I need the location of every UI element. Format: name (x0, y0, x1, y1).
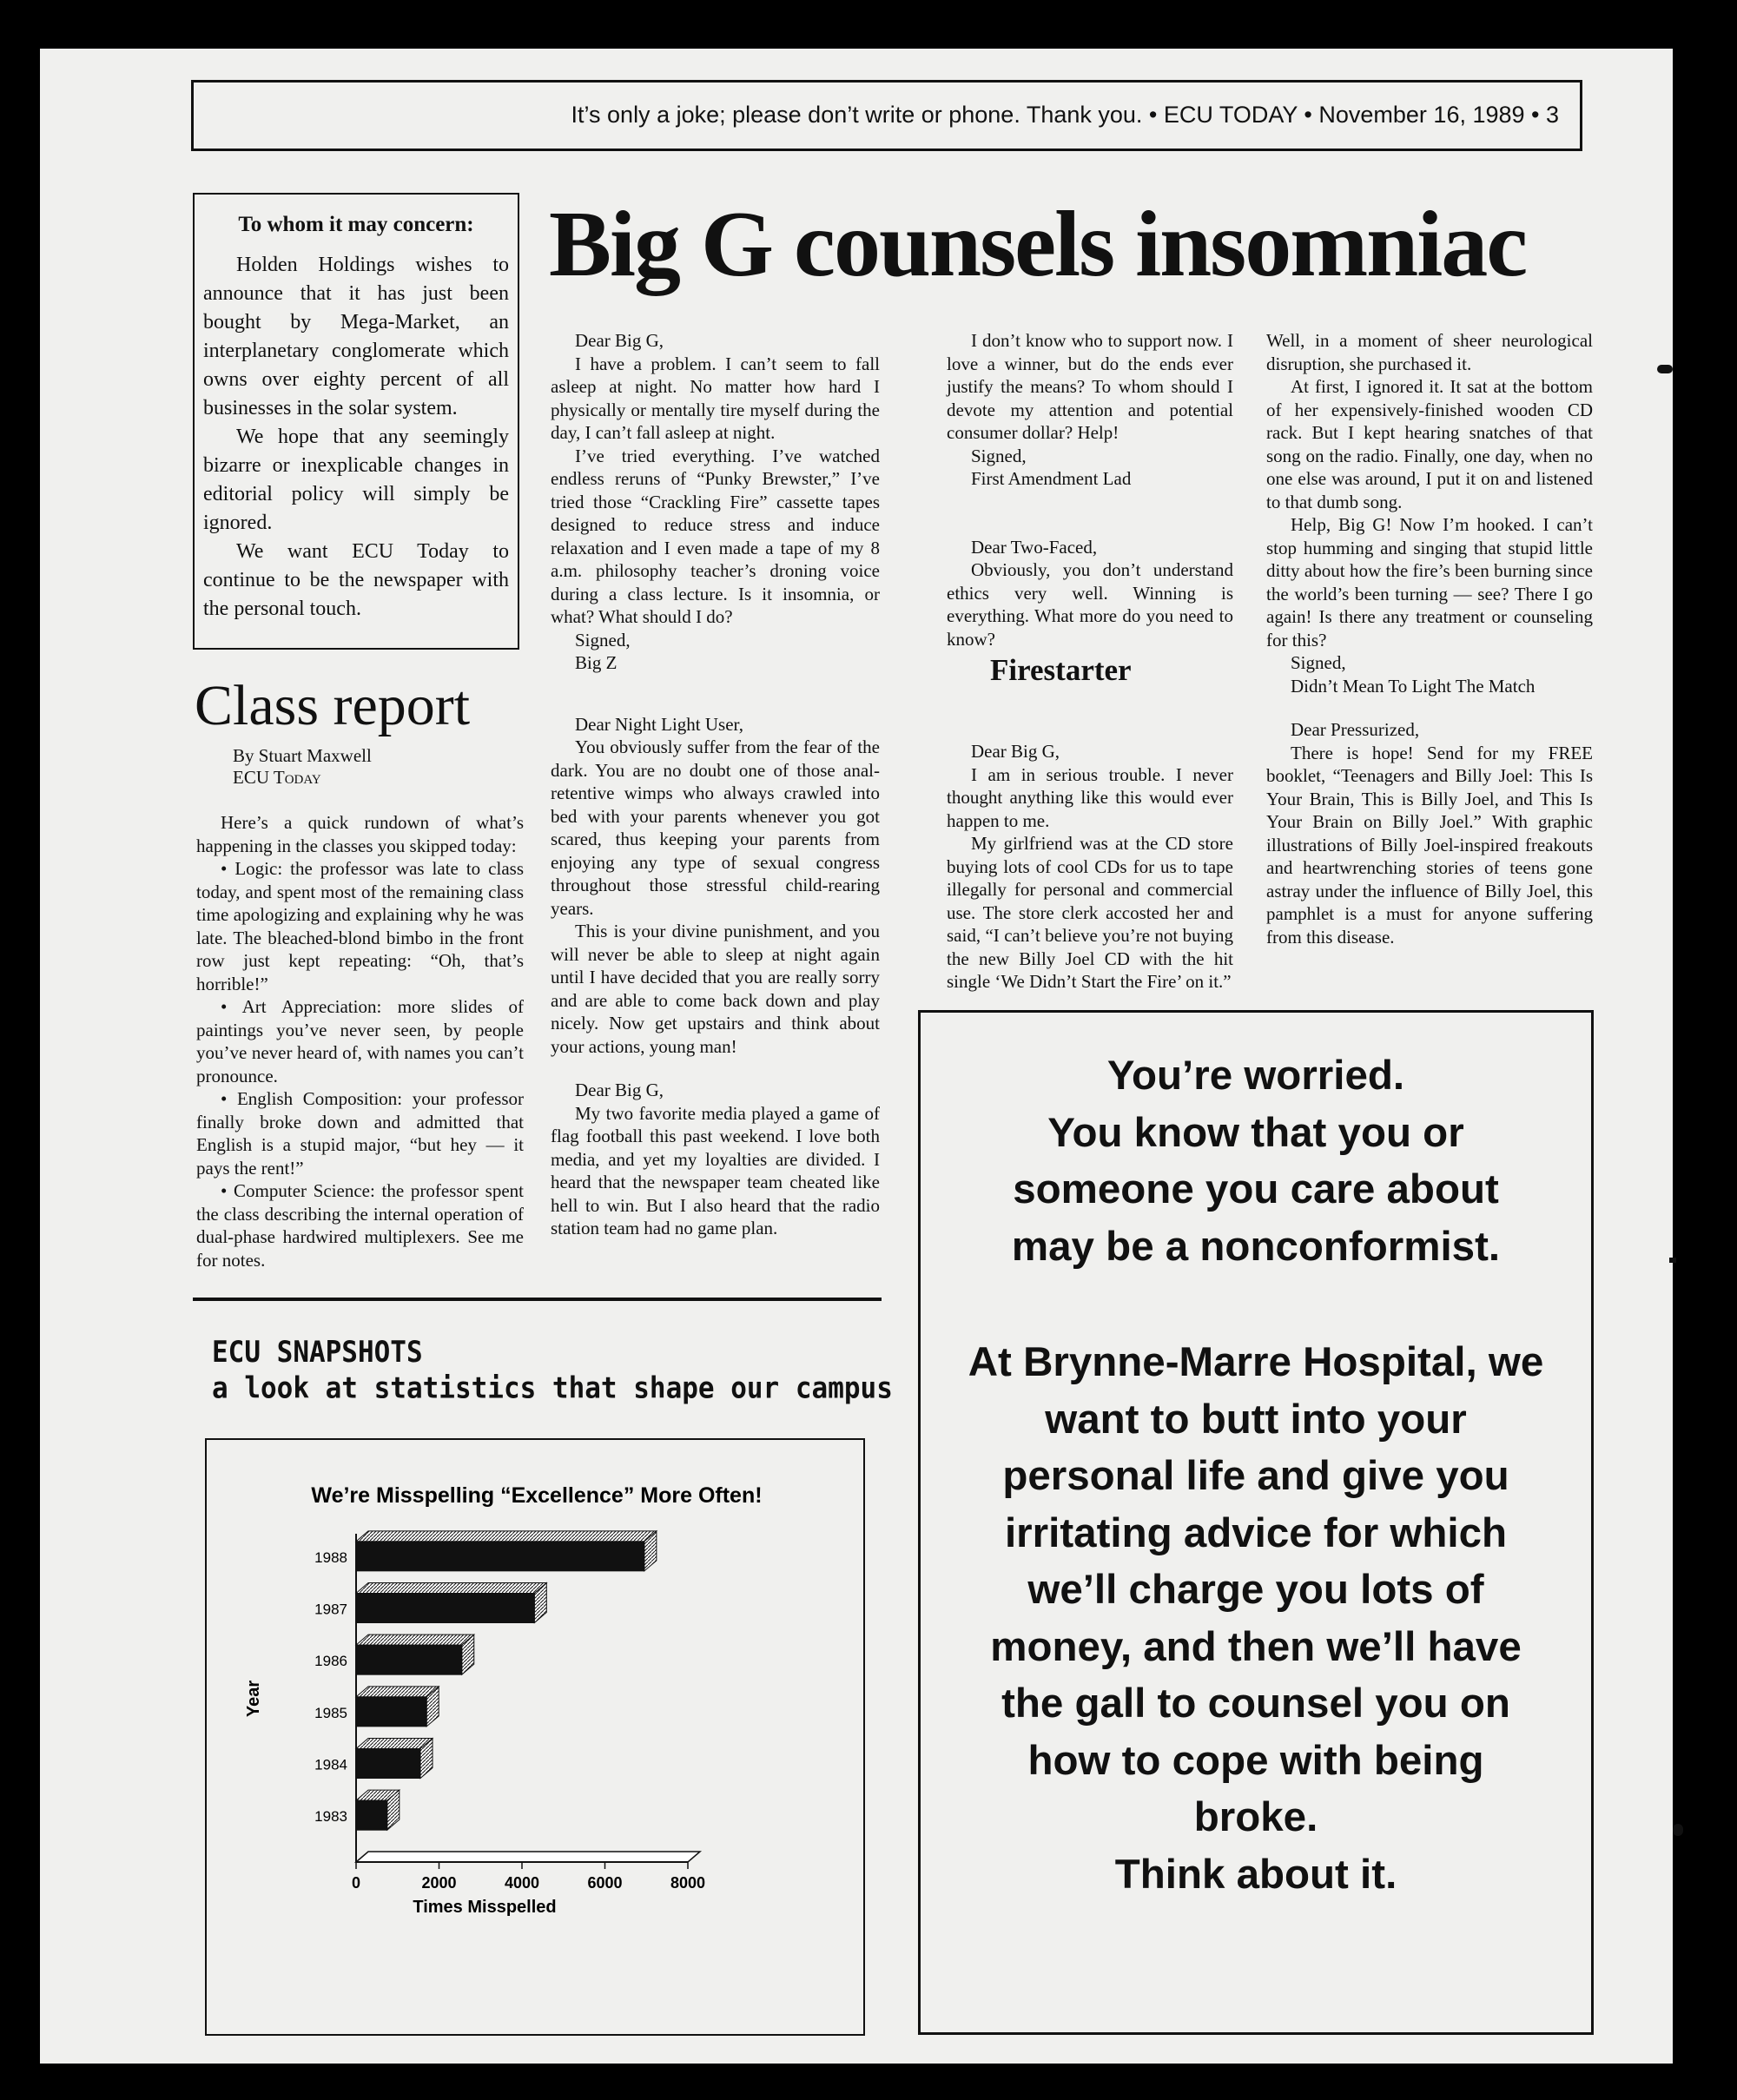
reply-body: There is hope! Send for my FREE booklet, “Teenagers and Billy Joel: This Is Your Brain, This is Billy Joel, and This Is Your Brain on Billy Joel.” With graphic illustrations of Billy Joel-inspired freakouts and heartwrenching stories of teens gone astray under the influence of Billy Joel, this pamphlet is a must for anyone suffering from this disease. (1266, 742, 1593, 948)
letter-body: I have a problem. I can’t seem to fall asleep at night. No matter how hard I physically or mentally tire myself during the day, I can’t fall asleep at night. (551, 353, 880, 443)
advertisement-box (918, 1010, 1594, 2035)
notice-paragraph: We hope that any seemingly bizarre or inexplicable changes in editorial policy will simply be ignored. (203, 426, 509, 534)
spacer (947, 491, 1233, 536)
ad-line: Think about it. (1114, 1851, 1397, 1898)
notice-box (193, 193, 519, 650)
snapshots-heading (212, 1334, 893, 1407)
x-tick-label: 4000 (504, 1874, 540, 1892)
ad-line: we’ll charge you lots of (1027, 1567, 1484, 1613)
section-rule (193, 1298, 882, 1301)
letter-body: I’ve tried everything. I’ve watched endless reruns of “Punky Brewster,” I’ve tried those “Crackling Fire” cassette tapes designed to reduce stress and induce relaxation and I even made a tape of my 8 a.m. philosophy teacher’s droning voice during a class lecture. Is it insomnia, or what? What should I do? (551, 445, 880, 627)
letters-column-4 (1266, 329, 1593, 948)
ad-bottom-text (921, 1334, 1591, 1903)
bar-top-1984 (356, 1739, 433, 1749)
class-report-title: Class report (195, 674, 471, 737)
y-tick-label: 1984 (314, 1756, 347, 1773)
class-report-paragraph: Here’s a quick rundown of what’s happening in the classes you skipped today: (196, 812, 524, 856)
snapshots-subtitle: a look at statistics that shape our campus (212, 1370, 893, 1406)
bar-chart (207, 1440, 863, 2034)
ad-line: irritating advice for which (1004, 1509, 1508, 1556)
letter-signed: Signed, (971, 445, 1027, 466)
letter-salutation: Dear Big G, (575, 330, 664, 351)
letter-signed: Signed, (575, 629, 631, 650)
x-tick-label: 6000 (587, 1874, 623, 1892)
scan-speck (1673, 1824, 1683, 1836)
bar-1983 (356, 1800, 387, 1830)
letter-salutation: Dear Big G, (971, 741, 1060, 762)
ad-line: the gall to counsel you on (1001, 1681, 1510, 1727)
letter-signature: Didn’t Mean To Light The Match (1291, 675, 1536, 697)
chart-floor (356, 1852, 700, 1862)
letter-body: At first, I ignored it. It sat at the bottom of her expensively-finished wooden CD rack. But I kept hearing snatches of that song on the radio. Finally, one day, when no one else was around, I put it on and listened to that dumb song. (1266, 376, 1593, 512)
spacer (1266, 697, 1593, 718)
page-header-text: It’s only a joke; please don’t write or phone. Thank you. • ECU TODAY • November 16, 1989 • 3 (571, 102, 1559, 128)
ad-line: someone you care about (1013, 1166, 1499, 1212)
ad-line: how to cope with being (1027, 1737, 1484, 1784)
bar-top-1987 (356, 1583, 546, 1594)
scan-speck (1669, 1258, 1676, 1263)
scan-speck (1657, 365, 1673, 373)
ad-line: want to butt into your (1045, 1396, 1467, 1443)
y-tick-label: 1985 (314, 1704, 347, 1721)
x-tick-label: 2000 (421, 1874, 457, 1892)
byline-publication: ECU Today (233, 767, 321, 788)
notice-heading: To whom it may concern: (238, 213, 474, 236)
class-report-item: • Computer Science: the professor spent the class describing the internal operation of dual-phase hardwired multiplexers. See me for notes. (196, 1180, 524, 1271)
bar-top-1986 (356, 1634, 474, 1645)
chart-frame (205, 1438, 865, 2036)
reply-salutation: Dear Two-Faced, (971, 536, 1098, 558)
chart-x-axis-label: Times Misspelled (413, 1898, 557, 1917)
ad-line: You’re worried. (1106, 1053, 1405, 1099)
ad-line: personal life and give you (1002, 1453, 1509, 1499)
chart-plot-area (314, 1531, 705, 1892)
letters-column-3-bottom (947, 740, 1233, 994)
firestarter-subhead: Firestarter (990, 653, 1132, 687)
byline (233, 745, 372, 789)
snapshots-title: ECU SNAPSHOTS (212, 1335, 423, 1370)
bar-top-1985 (356, 1687, 439, 1697)
class-report-item: • English Composition: your professor finally broke down and admitted that English is a stupid major, “but hey — it pays the rent!” (196, 1088, 524, 1179)
letter-body: I don’t know who to support now. I love a winner, but do the ends ever justify the means? To whom should I devote my attention and potential consumer dollar? Help! (947, 330, 1233, 443)
letter-salutation: Dear Big G, (575, 1080, 664, 1100)
spacer (551, 1058, 880, 1079)
reply-salutation: Dear Night Light User, (575, 713, 743, 735)
chart-title: We’re Misspelling “Excellence” More Often! (311, 1483, 763, 1508)
letter-body: My girlfriend was at the CD store buying lots of cool CDs for us to tape illegally for personal and commercial use. The store clerk accosted her and said, “I can’t believe you’re not buying the new Billy Joel CD with the hit single ‘We Didn’t Start the Fire’ on it.” (947, 833, 1233, 992)
ad-line: You know that you or (1047, 1109, 1464, 1156)
y-tick-label: 1983 (314, 1808, 347, 1826)
x-tick-label: 0 (351, 1874, 361, 1892)
spacer (551, 675, 880, 713)
bar-1987 (356, 1594, 534, 1623)
class-report-body (196, 811, 524, 1271)
letter-signature: Big Z (575, 652, 618, 673)
ad-line: At Brynne-Marre Hospital, we (968, 1339, 1544, 1385)
reply-salutation: Dear Pressurized, (1291, 719, 1420, 740)
class-report-item: • Logic: the professor was late to class today, and spent most of the remaining class time apologizing and explaining why he was late. The bleached-blond bimbo in the front row just kept repeating: “Oh, that’s horrible!” (196, 858, 524, 994)
class-report-item: • Art Appreciation: more slides of paintings you’ve never seen, by people you’ve never heard of, with names you can’t pronounce. (196, 996, 524, 1086)
reply-body: This is your divine punishment, and you will never be able to sleep at night again until I have decided that you are really sorry and are able to come back down and play nicely. Now get upstairs and think about your actions, young man! (551, 921, 880, 1057)
notice-paragraph: We want ECU Today to continue to be the newspaper with the personal touch. (203, 540, 509, 620)
reply-body: You obviously suffer from the fear of the dark. You are no doubt one of those anal-retentive wimps who always crawled into bed with your parents whenever you got scared, thus keeping your parents from enjoying any type of sexual congress throughout those stressful child-rearing years. (551, 736, 880, 919)
chart-y-axis-label: Year (244, 1680, 263, 1718)
page-header-box (191, 80, 1582, 151)
bar-1985 (356, 1697, 426, 1727)
letter-signature: First Amendment Lad (971, 468, 1132, 489)
letter-body: Help, Big G! Now I’m hooked. I can’t stop humming and singing that stupid little ditty about how the fire’s been burning since the world’s been turning — see? There I go again! Is there any treatment or counseling for this? (1266, 514, 1593, 650)
bar-1986 (356, 1645, 462, 1674)
ad-line: may be a nonconformist. (1011, 1223, 1501, 1270)
letter-signed: Signed, (1291, 652, 1346, 673)
letter-body: I am in serious trouble. I never thought anything like this would ever happen to me. (947, 763, 1233, 831)
ad-top-text (921, 1047, 1591, 1275)
byline-author: By Stuart Maxwell (233, 745, 372, 766)
ad-line: money, and then we’ll have (990, 1623, 1522, 1670)
notice-paragraph: Holden Holdings wishes to announce that it has just been bought by Mega-Market, an interplanetary conglomerate which owns over eighty percent of all businesses in the solar system. (203, 254, 509, 419)
bar-1984 (356, 1749, 420, 1779)
headline: Big G counsels insomniac (549, 193, 1527, 296)
letter-body: My two favorite media played a game of flag football this past weekend. I love both media, and yet my loyalties are divided. I heard that the newspaper team cheated like hell to win. But I also heard that the radio station team had no game plan. (551, 1102, 880, 1238)
reply-body: Obviously, you don’t understand ethics very well. Winning is everything. What more do you need to know? (947, 559, 1233, 650)
y-tick-label: 1987 (314, 1601, 347, 1618)
y-tick-label: 1986 (314, 1653, 347, 1670)
bar-top-1988 (356, 1531, 657, 1542)
letters-column-3-top (947, 329, 1233, 650)
letters-column-2 (551, 329, 880, 1240)
x-tick-label: 8000 (670, 1874, 706, 1892)
ad-line: broke. (1193, 1794, 1318, 1840)
bar-1988 (356, 1542, 644, 1571)
y-tick-label: 1988 (314, 1549, 347, 1566)
letter-body: Well, in a moment of sheer neurological disruption, she purchased it. (1266, 330, 1593, 374)
